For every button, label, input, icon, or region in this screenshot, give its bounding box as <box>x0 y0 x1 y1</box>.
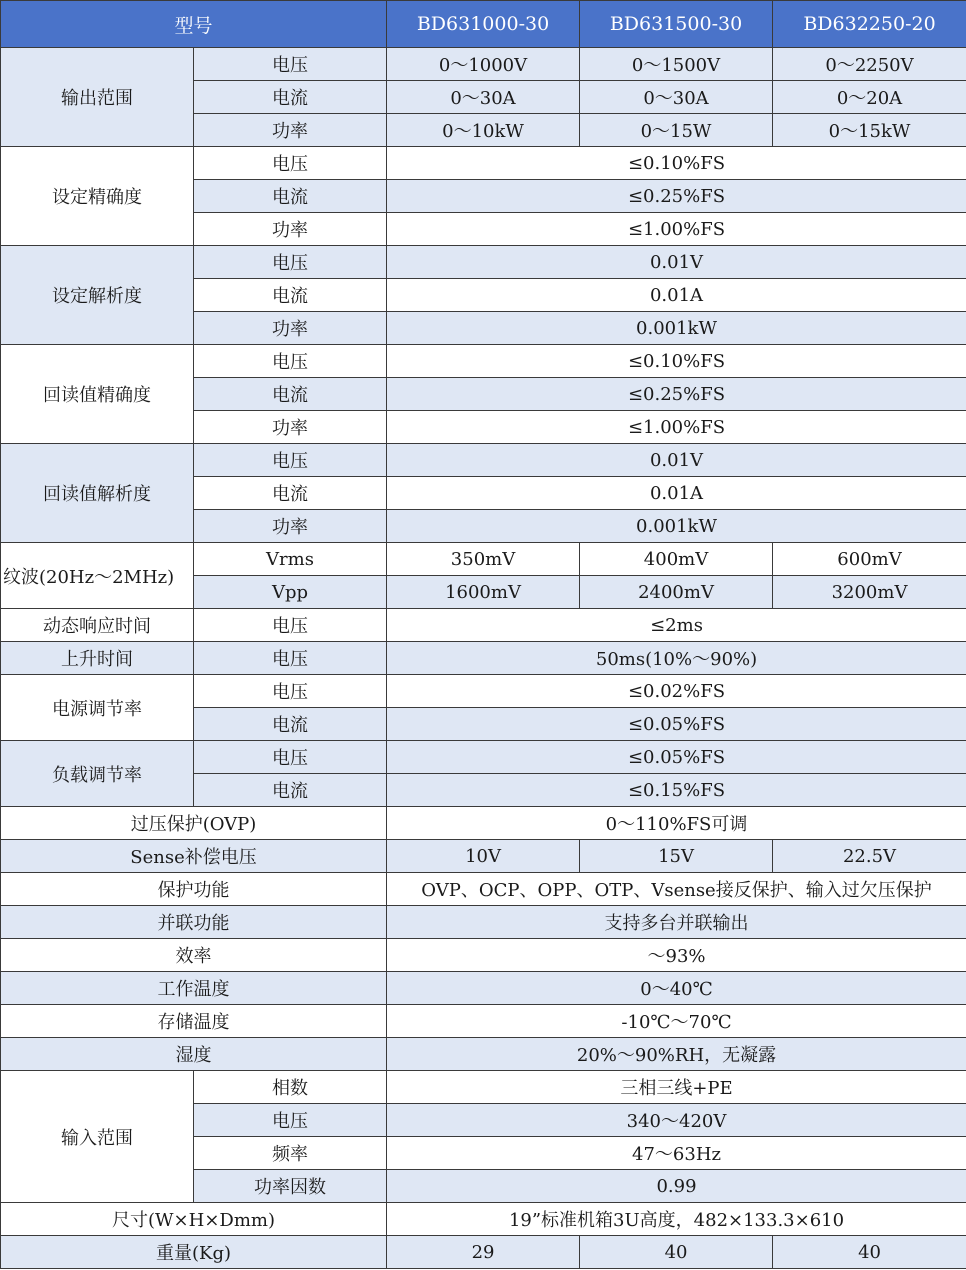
cell-value: 0.01A <box>387 279 966 312</box>
label-operating-temp: 工作温度 <box>1 972 387 1005</box>
label-sense: Sense补偿电压 <box>1 840 387 873</box>
cell-value: 340～420V <box>387 1104 966 1137</box>
param-name: 频率 <box>194 1137 387 1170</box>
cell-value: 0.01A <box>387 477 966 510</box>
table-row <box>1 939 966 972</box>
table-row <box>1 345 966 378</box>
cell-value: 0～30A <box>580 81 773 114</box>
cell-value: 47～63Hz <box>387 1137 966 1170</box>
label-efficiency: 效率 <box>1 939 387 972</box>
cell-value: ≤0.15%FS <box>387 774 966 807</box>
param-name: 电压 <box>194 609 387 642</box>
cell-value: 0.01V <box>387 444 966 477</box>
label-protection: 保护功能 <box>1 873 387 906</box>
cell-value: 19”标准机箱3U高度，482×133.3×610 <box>387 1203 966 1236</box>
param-name: 电流 <box>194 279 387 312</box>
group-output-range: 输出范围 <box>1 48 194 147</box>
cell-value: 0～30A <box>387 81 580 114</box>
table-row <box>1 543 966 576</box>
table-row <box>1 48 966 81</box>
cell-value: OVP、OCP、OPP、OTP、Vsense接反保护、输入过欠压保护 <box>387 873 966 906</box>
cell-value: ≤0.02%FS <box>387 675 966 708</box>
cell-value: 0～110%FS可调 <box>387 807 966 840</box>
cell-value: 0～15kW <box>773 114 966 147</box>
param-name: 电流 <box>194 180 387 213</box>
table-row <box>1 1236 966 1269</box>
cell-value: 2400mV <box>580 576 773 609</box>
param-name: 功率 <box>194 312 387 345</box>
cell-value: ≤2ms <box>387 609 966 642</box>
param-name: 电压 <box>194 642 387 675</box>
cell-value: ≤0.25%FS <box>387 180 966 213</box>
cell-value: 40 <box>580 1236 773 1269</box>
param-name: 功率 <box>194 411 387 444</box>
cell-value: 0～1500V <box>580 48 773 81</box>
cell-value: 40 <box>773 1236 966 1269</box>
group-line-regulation: 电源调节率 <box>1 675 194 741</box>
cell-value: 1600mV <box>387 576 580 609</box>
cell-value: 600mV <box>773 543 966 576</box>
param-name: 电压 <box>194 345 387 378</box>
table-row <box>1 972 966 1005</box>
group-input-range: 输入范围 <box>1 1071 194 1203</box>
group-set-accuracy: 设定精确度 <box>1 147 194 246</box>
param-name: 功率 <box>194 213 387 246</box>
cell-value: ≤0.05%FS <box>387 741 966 774</box>
table-row <box>1 147 966 180</box>
param-name: 电流 <box>194 774 387 807</box>
table-row <box>1 246 966 279</box>
label-ovp: 过压保护(OVP) <box>1 807 387 840</box>
param-name: 电流 <box>194 378 387 411</box>
cell-value: 0.01V <box>387 246 966 279</box>
cell-value: ≤0.10%FS <box>387 147 966 180</box>
param-name: 电压 <box>194 675 387 708</box>
table-row <box>1 807 966 840</box>
param-name: 电压 <box>194 444 387 477</box>
group-rise-time: 上升时间 <box>1 642 194 675</box>
group-set-resolution: 设定解析度 <box>1 246 194 345</box>
label-humidity: 湿度 <box>1 1038 387 1071</box>
cell-value: 15V <box>580 840 773 873</box>
cell-value: ≤0.05%FS <box>387 708 966 741</box>
param-name: Vrms <box>194 543 387 576</box>
cell-value: 400mV <box>580 543 773 576</box>
label-parallel: 并联功能 <box>1 906 387 939</box>
table-row <box>1 906 966 939</box>
cell-value: ≤0.25%FS <box>387 378 966 411</box>
table-row <box>1 642 966 675</box>
table-row <box>1 1038 966 1071</box>
param-name: 电压 <box>194 246 387 279</box>
param-name: 相数 <box>194 1071 387 1104</box>
cell-value: 0～2250V <box>773 48 966 81</box>
cell-value: ～93% <box>387 939 966 972</box>
cell-value: ≤1.00%FS <box>387 213 966 246</box>
cell-value: 0～40℃ <box>387 972 966 1005</box>
cell-value: 支持多台并联输出 <box>387 906 966 939</box>
table-row <box>1 609 966 642</box>
table-row <box>1 444 966 477</box>
cell-value: 29 <box>387 1236 580 1269</box>
table-row <box>1 741 966 774</box>
param-name: 电流 <box>194 477 387 510</box>
param-name: 电压 <box>194 1104 387 1137</box>
header-row <box>1 1 966 48</box>
header-model-label: 型号 <box>1 1 387 48</box>
table-row <box>1 873 966 906</box>
param-name: 电压 <box>194 147 387 180</box>
group-readback-resolution: 回读值解析度 <box>1 444 194 543</box>
cell-value: 0.99 <box>387 1170 966 1203</box>
cell-value: ≤1.00%FS <box>387 411 966 444</box>
param-name: 功率因数 <box>194 1170 387 1203</box>
header-model-3: BD632250-20 <box>773 1 966 48</box>
cell-value: 三相三线+PE <box>387 1071 966 1104</box>
header-model-1: BD631000-30 <box>387 1 580 48</box>
cell-value: 0～10kW <box>387 114 580 147</box>
param-name: 电压 <box>194 741 387 774</box>
label-weight: 重量(Kg) <box>1 1236 387 1269</box>
cell-value: 20%～90%RH，无凝露 <box>387 1038 966 1071</box>
cell-value: 0～1000V <box>387 48 580 81</box>
cell-value: 10V <box>387 840 580 873</box>
cell-value: 350mV <box>387 543 580 576</box>
cell-value: 50ms(10%～90%) <box>387 642 966 675</box>
table-row <box>1 840 966 873</box>
group-readback-accuracy: 回读值精确度 <box>1 345 194 444</box>
cell-value: 0.001kW <box>387 510 966 543</box>
label-storage-temp: 存储温度 <box>1 1005 387 1038</box>
table-row <box>1 1071 966 1104</box>
table-row <box>1 1203 966 1236</box>
cell-value: 0～15W <box>580 114 773 147</box>
table-row <box>1 1005 966 1038</box>
param-name: 电流 <box>194 708 387 741</box>
param-name: 电压 <box>194 48 387 81</box>
cell-value: 0.001kW <box>387 312 966 345</box>
table-row <box>1 675 966 708</box>
param-name: 电流 <box>194 81 387 114</box>
group-dynamic-response: 动态响应时间 <box>1 609 194 642</box>
param-name: 功率 <box>194 510 387 543</box>
param-name: Vpp <box>194 576 387 609</box>
cell-value: 3200mV <box>773 576 966 609</box>
cell-value: ≤0.10%FS <box>387 345 966 378</box>
param-name: 功率 <box>194 114 387 147</box>
group-load-regulation: 负载调节率 <box>1 741 194 807</box>
header-model-2: BD631500-30 <box>580 1 773 48</box>
cell-value: -10℃～70℃ <box>387 1005 966 1038</box>
cell-value: 22.5V <box>773 840 966 873</box>
label-dimensions: 尺寸(W×H×Dmm) <box>1 1203 387 1236</box>
group-ripple: 纹波(20Hz～2MHz) <box>1 543 194 609</box>
cell-value: 0～20A <box>773 81 966 114</box>
